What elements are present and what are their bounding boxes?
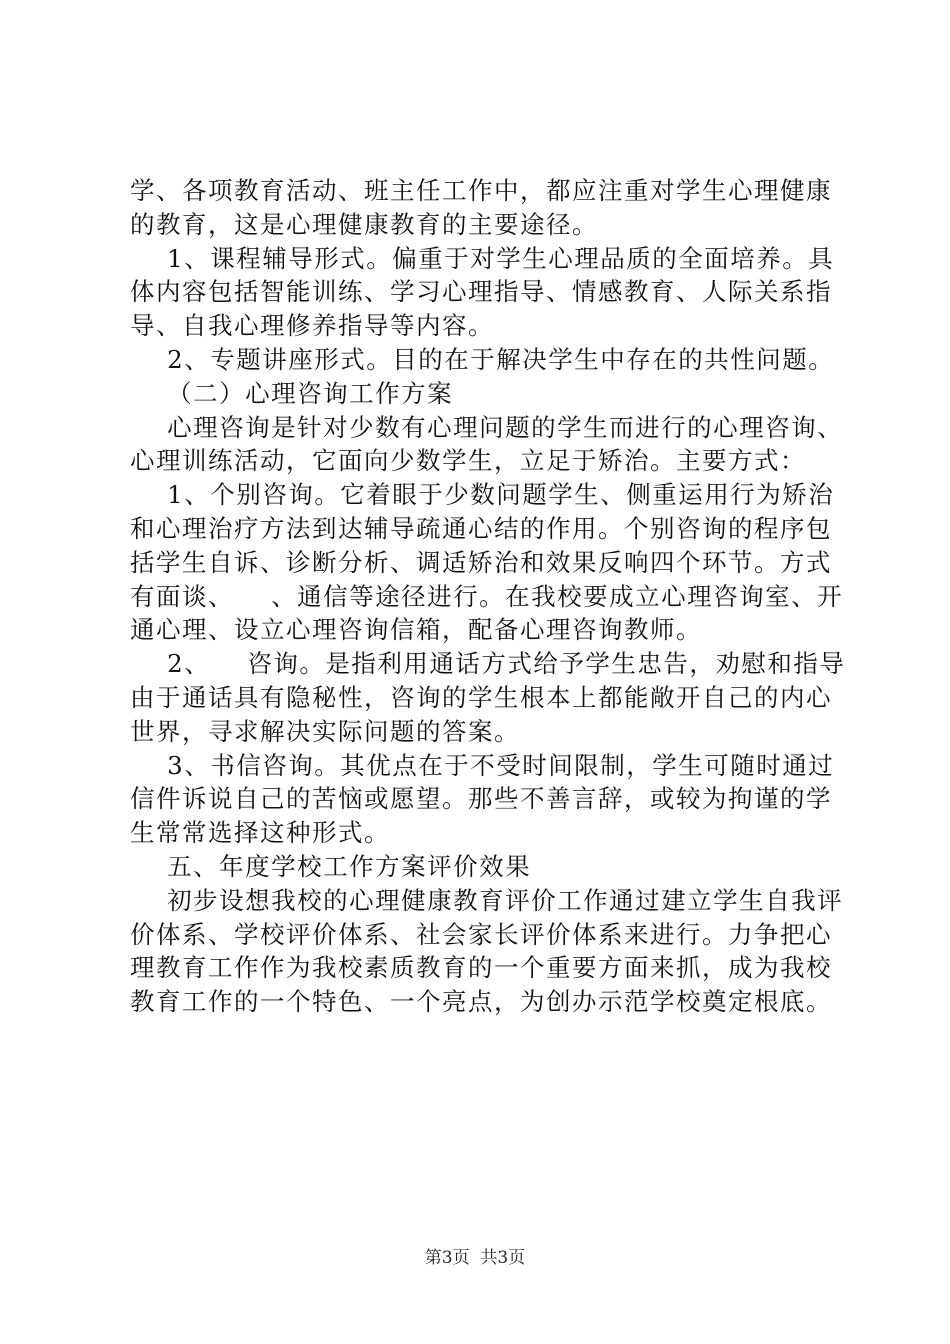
text-line: 生常常选择这种形式。 [130, 818, 390, 848]
document-body [130, 174, 846, 1019]
section-heading: （二）心理咨询工作方案 [130, 378, 454, 408]
section-heading: 五、年度学校工作方案评价效果 [130, 851, 532, 881]
text-line: 括学生自诉、诊断分析、调适矫治和效果反响四个环节。方式 [130, 547, 832, 577]
text-line: 心理咨询是针对少数有心理问题的学生而进行的心理咨询、 [130, 412, 844, 442]
text-line: 和心理治疗方法到达辅导疏通心结的作用。个别咨询的程序包 [130, 513, 832, 543]
text-line: 价体系、学校评价体系、社会家长评价体系来进行。力争把心 [130, 919, 832, 949]
text-line: 1、个别咨询。它着眼于少数问题学生、侧重运用行为矫治 [130, 480, 835, 510]
text-line: 教育工作的一个特色、一个亮点，为创办示范学校奠定根底。 [130, 987, 832, 1017]
text-line: 通心理、设立心理咨询信箱，配备心理咨询教师。 [130, 615, 702, 645]
text-line: 体内容包括智能训练、学习心理指导、情感教育、人际关系指 [130, 277, 832, 307]
text-line: 2、 咨询。是指利用通话方式给予学生忠告，劝慰和指导 [130, 649, 846, 679]
text-line: 世界，寻求解决实际问题的答案。 [130, 716, 520, 746]
text-line: 心理训练活动，它面向少数学生，立足于矫治。主要方式： [130, 446, 806, 476]
page-number-footer: 第3页 共3页 [424, 1248, 526, 1268]
text-line: 学、各项教育活动、班主任工作中，都应注重对学生心理健康 [130, 176, 832, 205]
text-line: 的教育，这是心理健康教育的主要途径。 [130, 209, 598, 239]
text-line: 理教育工作作为我校素质教育的一个重要方面来抓，成为我校 [130, 953, 832, 983]
text-line: 信件诉说自己的苦恼或愿望。那些不善言辞，或较为拘谨的学 [130, 784, 832, 814]
text-line: 1、课程辅导形式。偏重于对学生心理品质的全面培养。具 [130, 243, 835, 273]
text-line: 由于通话具有隐秘性，咨询的学生根本上都能敞开自己的内心 [130, 682, 832, 712]
text-line: 有面谈、 、通信等途径进行。在我校要成立心理咨询室、开 [130, 581, 844, 611]
text-line: 初步设想我校的心理健康教育评价工作通过建立学生自我评 [130, 885, 844, 915]
text-line: 2、专题讲座形式。目的在于解决学生中存在的共性问题。 [130, 344, 835, 374]
text-line: 3、书信咨询。其优点在于不受时间限制，学生可随时通过 [130, 750, 835, 780]
text-line: 导、自我心理修养指导等内容。 [130, 311, 494, 341]
